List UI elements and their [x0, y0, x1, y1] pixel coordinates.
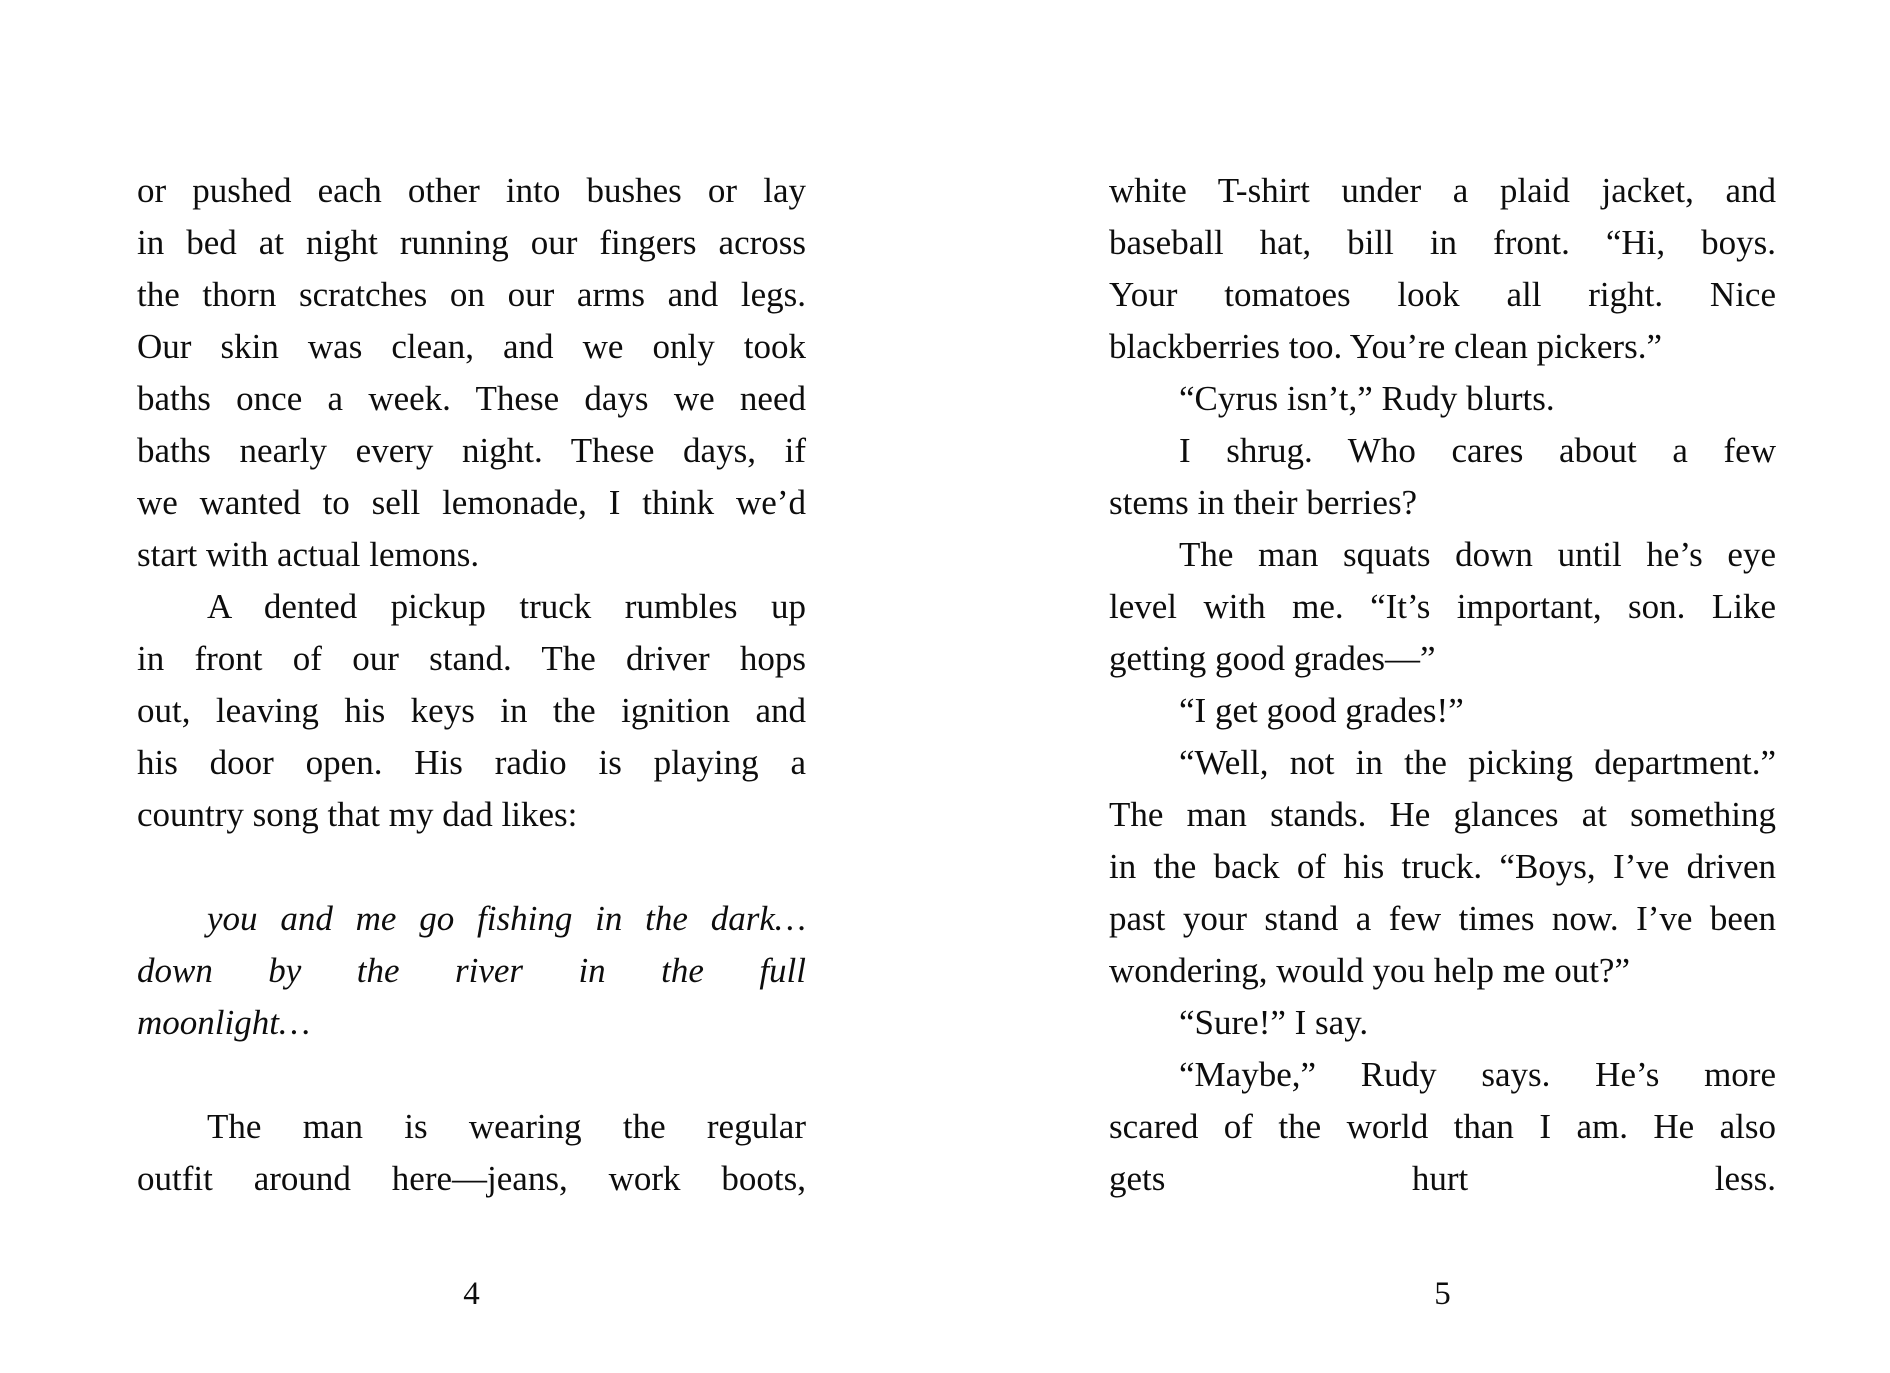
paragraph: [137, 165, 806, 581]
text-line: we wanted to sell lemonade, I think we’d: [137, 483, 806, 522]
paragraph: [1109, 1049, 1776, 1205]
text-line: outfit around here—jeans, work boots,: [137, 1159, 806, 1198]
text-line: gets hurt less.: [1109, 1159, 1776, 1198]
text-line: in the back of his truck. “Boys, I’ve driven: [1109, 847, 1776, 886]
text-line: “Well, not in the picking department.”: [1179, 743, 1776, 782]
text-line: baseball hat, bill in front. “Hi, boys.: [1109, 223, 1776, 262]
text-line: in front of our stand. The driver hops: [137, 639, 806, 678]
text-line: “I get good grades!”: [1179, 691, 1464, 730]
text-line: start with actual lemons.: [137, 535, 480, 574]
text-line: the thorn scratches on our arms and legs.: [137, 275, 806, 314]
text-line: moonlight…: [137, 1003, 311, 1042]
verse-paragraph: [137, 893, 806, 1049]
paragraph: [1109, 425, 1776, 529]
text-line: blackberries too. You’re clean pickers.”: [1109, 327, 1662, 366]
text-line: baths once a week. These days we need: [137, 379, 806, 418]
text-line: in bed at night running our fingers across: [137, 223, 806, 262]
text-line: or pushed each other into bushes or lay: [137, 171, 806, 210]
text-line: The man squats down until he’s eye: [1179, 535, 1776, 574]
page-left: [137, 165, 806, 1205]
page-text: [1109, 165, 1776, 1205]
paragraph: [1109, 737, 1776, 997]
text-line: “Cyrus isn’t,” Rudy blurts.: [1179, 379, 1555, 418]
text-line: out, leaving his keys in the ignition and: [137, 691, 806, 730]
text-line: down by the river in the full: [137, 951, 806, 990]
text-line: “Maybe,” Rudy says. He’s more: [1179, 1055, 1776, 1094]
paragraph: [1109, 373, 1776, 425]
text-line: level with me. “It’s important, son. Like: [1109, 587, 1776, 626]
page-number-right: 5: [1434, 1276, 1451, 1312]
text-line: baths nearly every night. These days, if: [137, 431, 806, 470]
text-line: Your tomatoes look all right. Nice: [1109, 275, 1776, 314]
text-line: scared of the world than I am. He also: [1109, 1107, 1776, 1146]
page-right: [1109, 165, 1776, 1205]
text-line: I shrug. Who cares about a few: [1179, 431, 1776, 470]
text-line: country song that my dad likes:: [137, 795, 578, 834]
text-line: A dented pickup truck rumbles up: [207, 587, 806, 626]
text-line: The man stands. He glances at something: [1109, 795, 1776, 834]
paragraph: [1109, 685, 1776, 737]
page-text: [137, 165, 806, 1205]
text-line: “Sure!” I say.: [1179, 1003, 1369, 1042]
text-line: Our skin was clean, and we only took: [137, 327, 806, 366]
paragraph: [1109, 997, 1776, 1049]
page-number-left: 4: [463, 1276, 480, 1312]
text-line: past your stand a few times now. I’ve been: [1109, 899, 1776, 938]
paragraph: [137, 581, 806, 841]
text-line: his door open. His radio is playing a: [137, 743, 806, 782]
text-line: stems in their berries?: [1109, 483, 1418, 522]
text-line: you and me go fishing in the dark…: [207, 899, 806, 938]
paragraph: [1109, 529, 1776, 685]
text-line: white T-shirt under a plaid jacket, and: [1109, 171, 1776, 210]
paragraph: [137, 1101, 806, 1205]
text-line: The man is wearing the regular: [207, 1107, 806, 1146]
text-line: getting good grades—”: [1109, 639, 1436, 678]
text-line: wondering, would you help me out?”: [1109, 951, 1631, 990]
paragraph: [1109, 165, 1776, 373]
